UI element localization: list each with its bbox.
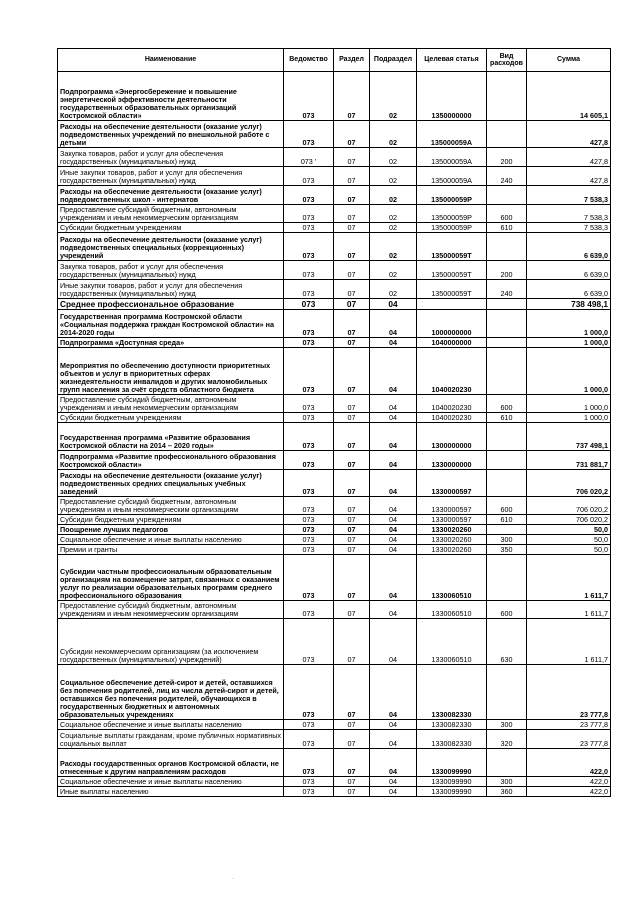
table-row: [58, 545, 611, 555]
cell-dept: 073: [284, 348, 334, 395]
table-row: [58, 451, 611, 470]
table-row: [58, 338, 611, 348]
budget-table: [57, 48, 611, 797]
cell-dept: 073: [284, 470, 334, 497]
cell-subsection: 04: [370, 497, 417, 515]
cell-section: 07: [334, 423, 370, 451]
cell-section: 07: [334, 720, 370, 730]
cell-exptype: 350: [487, 545, 527, 555]
cell-subsection: 04: [370, 395, 417, 413]
table-row: [58, 555, 611, 601]
cell-subsection: 02: [370, 148, 417, 167]
cell-exptype: 300: [487, 720, 527, 730]
cell-sum: 738 498,1: [527, 299, 611, 310]
cell-target: 1330060510: [417, 619, 487, 665]
footer-mark: ·: [232, 876, 234, 882]
cell-sum: 50,0: [527, 545, 611, 555]
cell-name: Закупка товаров, работ и услуг для обеспечения государственных (муниципальных) нужд: [58, 148, 284, 167]
cell-target: 1330060510: [417, 555, 487, 601]
cell-dept: 073 ': [284, 148, 334, 167]
cell-subsection: 02: [370, 223, 417, 233]
cell-target: 135000059Т: [417, 233, 487, 261]
cell-dept: 073: [284, 451, 334, 470]
cell-subsection: 04: [370, 413, 417, 423]
cell-exptype: [487, 186, 527, 205]
cell-exptype: [487, 299, 527, 310]
cell-subsection: 04: [370, 665, 417, 720]
cell-exptype: 600: [487, 395, 527, 413]
cell-target: 1040020230: [417, 395, 487, 413]
cell-name: Субсидии некоммерческим организациям (за исключением государственных (муниципальных) учреждений): [58, 619, 284, 665]
cell-section: 07: [334, 497, 370, 515]
cell-dept: 073: [284, 186, 334, 205]
cell-dept: 073: [284, 233, 334, 261]
cell-section: 07: [334, 555, 370, 601]
table-row: [58, 777, 611, 787]
cell-target: 1350000000: [417, 72, 487, 121]
cell-exptype: [487, 451, 527, 470]
cell-section: 07: [334, 338, 370, 348]
cell-section: 07: [334, 413, 370, 423]
cell-exptype: 600: [487, 601, 527, 619]
cell-target: 1330099990: [417, 777, 487, 787]
cell-subsection: 04: [370, 545, 417, 555]
cell-subsection: 04: [370, 310, 417, 338]
cell-name: Премии и гранты: [58, 545, 284, 555]
cell-sum: 7 538,3: [527, 205, 611, 223]
cell-dept: 073: [284, 601, 334, 619]
cell-sum: 1 611,7: [527, 619, 611, 665]
header-name: Наименование: [58, 49, 284, 72]
cell-exptype: 610: [487, 223, 527, 233]
cell-section: 07: [334, 205, 370, 223]
cell-exptype: [487, 665, 527, 720]
table-row: [58, 749, 611, 777]
cell-section: 07: [334, 525, 370, 535]
cell-target: 1330000000: [417, 451, 487, 470]
cell-exptype: [487, 72, 527, 121]
cell-dept: 073: [284, 787, 334, 797]
table-row: [58, 787, 611, 797]
table-row: [58, 223, 611, 233]
cell-name: Расходы на обеспечение деятельности (оказание услуг) подведомственных специальных (коррекционных) учреждений: [58, 233, 284, 261]
cell-section: 07: [334, 395, 370, 413]
cell-name: Государственная программа «Развитие образования Костромской области на 2014 – 2020 годы»: [58, 423, 284, 451]
cell-exptype: 320: [487, 730, 527, 749]
cell-section: 07: [334, 730, 370, 749]
cell-section: 07: [334, 233, 370, 261]
cell-section: 07: [334, 665, 370, 720]
budget-document: [57, 48, 610, 797]
cell-exptype: 300: [487, 777, 527, 787]
cell-section: 07: [334, 186, 370, 205]
cell-exptype: [487, 555, 527, 601]
cell-subsection: 02: [370, 121, 417, 148]
table-row: [58, 299, 611, 310]
cell-section: 07: [334, 72, 370, 121]
cell-sum: 7 538,3: [527, 186, 611, 205]
cell-dept: 073: [284, 338, 334, 348]
cell-exptype: [487, 310, 527, 338]
cell-dept: 073: [284, 299, 334, 310]
cell-target: 135000059А: [417, 121, 487, 148]
cell-subsection: 02: [370, 167, 417, 186]
cell-section: 07: [334, 167, 370, 186]
table-row: [58, 730, 611, 749]
cell-subsection: 04: [370, 525, 417, 535]
cell-exptype: 360: [487, 787, 527, 797]
cell-name: Социальное обеспечение детей-сирот и детей, оставшихся без попечения родителей, лиц из числа детей-сирот и детей, оставшихся без попечения родителей, обучающихся в государственных бюджетных и автономных образовательных учреждениях: [58, 665, 284, 720]
cell-dept: 073: [284, 497, 334, 515]
table-row: [58, 205, 611, 223]
cell-subsection: 02: [370, 205, 417, 223]
header-sum: Сумма: [527, 49, 611, 72]
cell-target: 1330099990: [417, 749, 487, 777]
cell-target: 135000059А: [417, 167, 487, 186]
cell-target: 1300000000: [417, 423, 487, 451]
cell-dept: 073: [284, 555, 334, 601]
table-row: [58, 497, 611, 515]
table-row: [58, 72, 611, 121]
cell-target: 135000059Т: [417, 280, 487, 299]
table-row: [58, 515, 611, 525]
cell-target: 1330020260: [417, 545, 487, 555]
cell-exptype: 610: [487, 413, 527, 423]
cell-exptype: 610: [487, 515, 527, 525]
cell-dept: 073: [284, 395, 334, 413]
cell-name: Иные закупки товаров, работ и услуг для обеспечения государственных (муниципальных) нужд: [58, 167, 284, 186]
cell-exptype: 200: [487, 148, 527, 167]
cell-target: [417, 299, 487, 310]
cell-name: Государственная программа Костромской области «Социальная поддержка граждан Костромской области» на 2014-2020 годы: [58, 310, 284, 338]
cell-section: 07: [334, 451, 370, 470]
cell-target: 1330082330: [417, 730, 487, 749]
cell-name: Закупка товаров, работ и услуг для обеспечения государственных (муниципальных) нужд: [58, 261, 284, 280]
cell-subsection: 04: [370, 338, 417, 348]
table-row: [58, 280, 611, 299]
cell-target: 135000059А: [417, 148, 487, 167]
cell-name: Иные выплаты населению: [58, 787, 284, 797]
cell-name: Мероприятия по обеспечению доступности приоритетных объектов и услуг в приоритетных сферах жизнедеятельности инвалидов и других маломобильных групп населения за счёт средств областного бюджета: [58, 348, 284, 395]
table-row: [58, 525, 611, 535]
cell-sum: 1 000,0: [527, 413, 611, 423]
cell-sum: 422,0: [527, 749, 611, 777]
cell-sum: 7 538,3: [527, 223, 611, 233]
table-row: [58, 720, 611, 730]
cell-section: 07: [334, 535, 370, 545]
header-target: Целевая статья: [417, 49, 487, 72]
cell-exptype: [487, 470, 527, 497]
cell-section: 07: [334, 299, 370, 310]
cell-sum: 706 020,2: [527, 470, 611, 497]
cell-target: 1330000597: [417, 497, 487, 515]
cell-subsection: 04: [370, 348, 417, 395]
header-section: Раздел: [334, 49, 370, 72]
cell-exptype: [487, 525, 527, 535]
table-row: [58, 619, 611, 665]
cell-name: Предоставление субсидий бюджетным, автономным учреждениям и иным некоммерческим организациям: [58, 395, 284, 413]
cell-dept: 073: [284, 167, 334, 186]
cell-name: Предоставление субсидий бюджетным, автономным учреждениям и иным некоммерческим организациям: [58, 497, 284, 515]
table-row: [58, 148, 611, 167]
cell-name: Расходы на обеспечение деятельности (оказание услуг) подведомственных учреждений по внешкольной работе с детьми: [58, 121, 284, 148]
cell-target: 1330082330: [417, 720, 487, 730]
cell-sum: 1 611,7: [527, 601, 611, 619]
cell-name: Подпрограмма «Развитие профессионального образования Костромской области»: [58, 451, 284, 470]
cell-name: Социальное обеспечение и иные выплаты населению: [58, 720, 284, 730]
cell-target: 1330060510: [417, 601, 487, 619]
cell-section: 07: [334, 310, 370, 338]
cell-dept: 073: [284, 515, 334, 525]
cell-sum: 50,0: [527, 535, 611, 545]
cell-subsection: 04: [370, 777, 417, 787]
cell-target: 135000059Р: [417, 186, 487, 205]
cell-name: Среднее профессиональное образование: [58, 299, 284, 310]
cell-subsection: 04: [370, 423, 417, 451]
cell-subsection: 04: [370, 535, 417, 545]
table-row: [58, 233, 611, 261]
cell-section: 07: [334, 280, 370, 299]
cell-section: 07: [334, 148, 370, 167]
cell-subsection: 04: [370, 619, 417, 665]
cell-sum: 706 020,2: [527, 515, 611, 525]
cell-dept: 073: [284, 545, 334, 555]
cell-name: Субсидии частным профессиональным образовательным организациям на возмещение затрат, связанных с оказанием услуг по реализации образовательных программ среднего профессионального образования: [58, 555, 284, 601]
cell-name: Предоставление субсидий бюджетным, автономным учреждениям и иным некоммерческим организациям: [58, 205, 284, 223]
table-row: [58, 601, 611, 619]
cell-name: Подпрограмма «Энергосбережение и повышение энергетической эффективности деятельности государственных образовательных организаций Костромской области»: [58, 72, 284, 121]
cell-target: 135000059Т: [417, 261, 487, 280]
cell-exptype: 200: [487, 261, 527, 280]
cell-section: 07: [334, 777, 370, 787]
cell-target: 1040020230: [417, 413, 487, 423]
cell-exptype: [487, 338, 527, 348]
cell-subsection: 02: [370, 186, 417, 205]
cell-dept: 073: [284, 525, 334, 535]
cell-section: 07: [334, 515, 370, 525]
cell-sum: 14 605,1: [527, 72, 611, 121]
cell-sum: 6 639,0: [527, 233, 611, 261]
cell-name: Расходы на обеспечение деятельности (оказание услуг) подведомственных школ - интернатов: [58, 186, 284, 205]
cell-name: Предоставление субсидий бюджетным, автономным учреждениям и иным некоммерческим организациям: [58, 601, 284, 619]
cell-section: 07: [334, 348, 370, 395]
cell-target: 135000059Р: [417, 223, 487, 233]
cell-target: 135000059Р: [417, 205, 487, 223]
cell-section: 07: [334, 261, 370, 280]
cell-target: 1330020260: [417, 525, 487, 535]
cell-section: 07: [334, 601, 370, 619]
cell-dept: 073: [284, 413, 334, 423]
cell-name: Иные закупки товаров, работ и услуг для обеспечения государственных (муниципальных) нужд: [58, 280, 284, 299]
cell-target: 1330000597: [417, 470, 487, 497]
cell-section: 07: [334, 787, 370, 797]
cell-sum: 1 000,0: [527, 395, 611, 413]
table-row: [58, 310, 611, 338]
cell-subsection: 04: [370, 299, 417, 310]
cell-name: Субсидии бюджетным учреждениям: [58, 223, 284, 233]
cell-dept: 073: [284, 535, 334, 545]
cell-exptype: 630: [487, 619, 527, 665]
cell-dept: 073: [284, 665, 334, 720]
cell-sum: 1 611,7: [527, 555, 611, 601]
cell-name: Субсидии бюджетным учреждениям: [58, 515, 284, 525]
cell-exptype: [487, 121, 527, 148]
table-row: [58, 470, 611, 497]
cell-dept: 073: [284, 72, 334, 121]
cell-dept: 073: [284, 261, 334, 280]
cell-sum: 1 000,0: [527, 338, 611, 348]
cell-sum: 706 020,2: [527, 497, 611, 515]
cell-sum: 427,8: [527, 148, 611, 167]
cell-subsection: 04: [370, 749, 417, 777]
cell-dept: 073: [284, 423, 334, 451]
cell-section: 07: [334, 545, 370, 555]
cell-subsection: 04: [370, 470, 417, 497]
cell-subsection: 02: [370, 261, 417, 280]
cell-subsection: 02: [370, 233, 417, 261]
cell-sum: 427,8: [527, 167, 611, 186]
header-subsection: Подраздел: [370, 49, 417, 72]
table-row: [58, 121, 611, 148]
cell-target: 1040000000: [417, 338, 487, 348]
cell-target: 1330000597: [417, 515, 487, 525]
cell-sum: 731 881,7: [527, 451, 611, 470]
cell-exptype: 600: [487, 497, 527, 515]
cell-subsection: 04: [370, 451, 417, 470]
cell-name: Субсидии бюджетным учреждениям: [58, 413, 284, 423]
cell-dept: 073: [284, 749, 334, 777]
cell-sum: 427,8: [527, 121, 611, 148]
cell-subsection: 04: [370, 787, 417, 797]
cell-target: 1330082330: [417, 665, 487, 720]
cell-section: 07: [334, 121, 370, 148]
cell-subsection: 04: [370, 515, 417, 525]
cell-sum: 422,0: [527, 787, 611, 797]
cell-subsection: 04: [370, 720, 417, 730]
cell-target: 1330020260: [417, 535, 487, 545]
cell-sum: 50,0: [527, 525, 611, 535]
cell-subsection: 02: [370, 280, 417, 299]
cell-subsection: 04: [370, 601, 417, 619]
cell-target: 1040020230: [417, 348, 487, 395]
cell-subsection: 04: [370, 555, 417, 601]
table-row: [58, 413, 611, 423]
cell-dept: 073: [284, 720, 334, 730]
cell-exptype: 300: [487, 535, 527, 545]
cell-name: Социальные выплаты гражданам, кроме публичных нормативных социальных выплат: [58, 730, 284, 749]
table-row: [58, 186, 611, 205]
cell-dept: 073: [284, 205, 334, 223]
cell-sum: 6 639,0: [527, 261, 611, 280]
cell-name: Социальное обеспечение и иные выплаты населению: [58, 535, 284, 545]
table-row: [58, 261, 611, 280]
table-row: [58, 665, 611, 720]
cell-dept: 073: [284, 619, 334, 665]
cell-sum: 23 777,8: [527, 730, 611, 749]
cell-name: Расходы государственных органов Костромской области, не отнесенные к другим направлениям расходов: [58, 749, 284, 777]
cell-exptype: 240: [487, 280, 527, 299]
cell-exptype: [487, 423, 527, 451]
cell-sum: 23 777,8: [527, 720, 611, 730]
cell-target: 1000000000: [417, 310, 487, 338]
cell-subsection: 04: [370, 730, 417, 749]
cell-exptype: 240: [487, 167, 527, 186]
table-header-row: [58, 49, 611, 72]
cell-exptype: [487, 348, 527, 395]
cell-subsection: 02: [370, 72, 417, 121]
cell-dept: 073: [284, 121, 334, 148]
cell-section: 07: [334, 470, 370, 497]
cell-dept: 073: [284, 310, 334, 338]
cell-sum: 422,0: [527, 777, 611, 787]
cell-dept: 073: [284, 777, 334, 787]
header-dept: Ведомство: [284, 49, 334, 72]
cell-exptype: 600: [487, 205, 527, 223]
cell-section: 07: [334, 619, 370, 665]
header-exptype: Вид расходов: [487, 49, 527, 72]
cell-exptype: [487, 233, 527, 261]
table-row: [58, 395, 611, 413]
cell-name: Социальное обеспечение и иные выплаты населению: [58, 777, 284, 787]
cell-dept: 073: [284, 730, 334, 749]
cell-sum: 1 000,0: [527, 348, 611, 395]
cell-name: Подпрограмма «Доступная среда»: [58, 338, 284, 348]
cell-sum: 1 000,0: [527, 310, 611, 338]
cell-exptype: [487, 749, 527, 777]
cell-dept: 073: [284, 223, 334, 233]
table-body: [58, 72, 611, 797]
cell-name: Расходы на обеспечение деятельности (оказание услуг) подведомственных средних специальных учебных заведений: [58, 470, 284, 497]
cell-name: Поощрение лучших педагогов: [58, 525, 284, 535]
cell-target: 1330099990: [417, 787, 487, 797]
table-row: [58, 535, 611, 545]
cell-section: 07: [334, 749, 370, 777]
table-row: [58, 167, 611, 186]
cell-dept: 073: [284, 280, 334, 299]
cell-section: 07: [334, 223, 370, 233]
cell-sum: 6 639,0: [527, 280, 611, 299]
cell-sum: 737 498,1: [527, 423, 611, 451]
table-row: [58, 423, 611, 451]
table-row: [58, 348, 611, 395]
cell-sum: 23 777,8: [527, 665, 611, 720]
